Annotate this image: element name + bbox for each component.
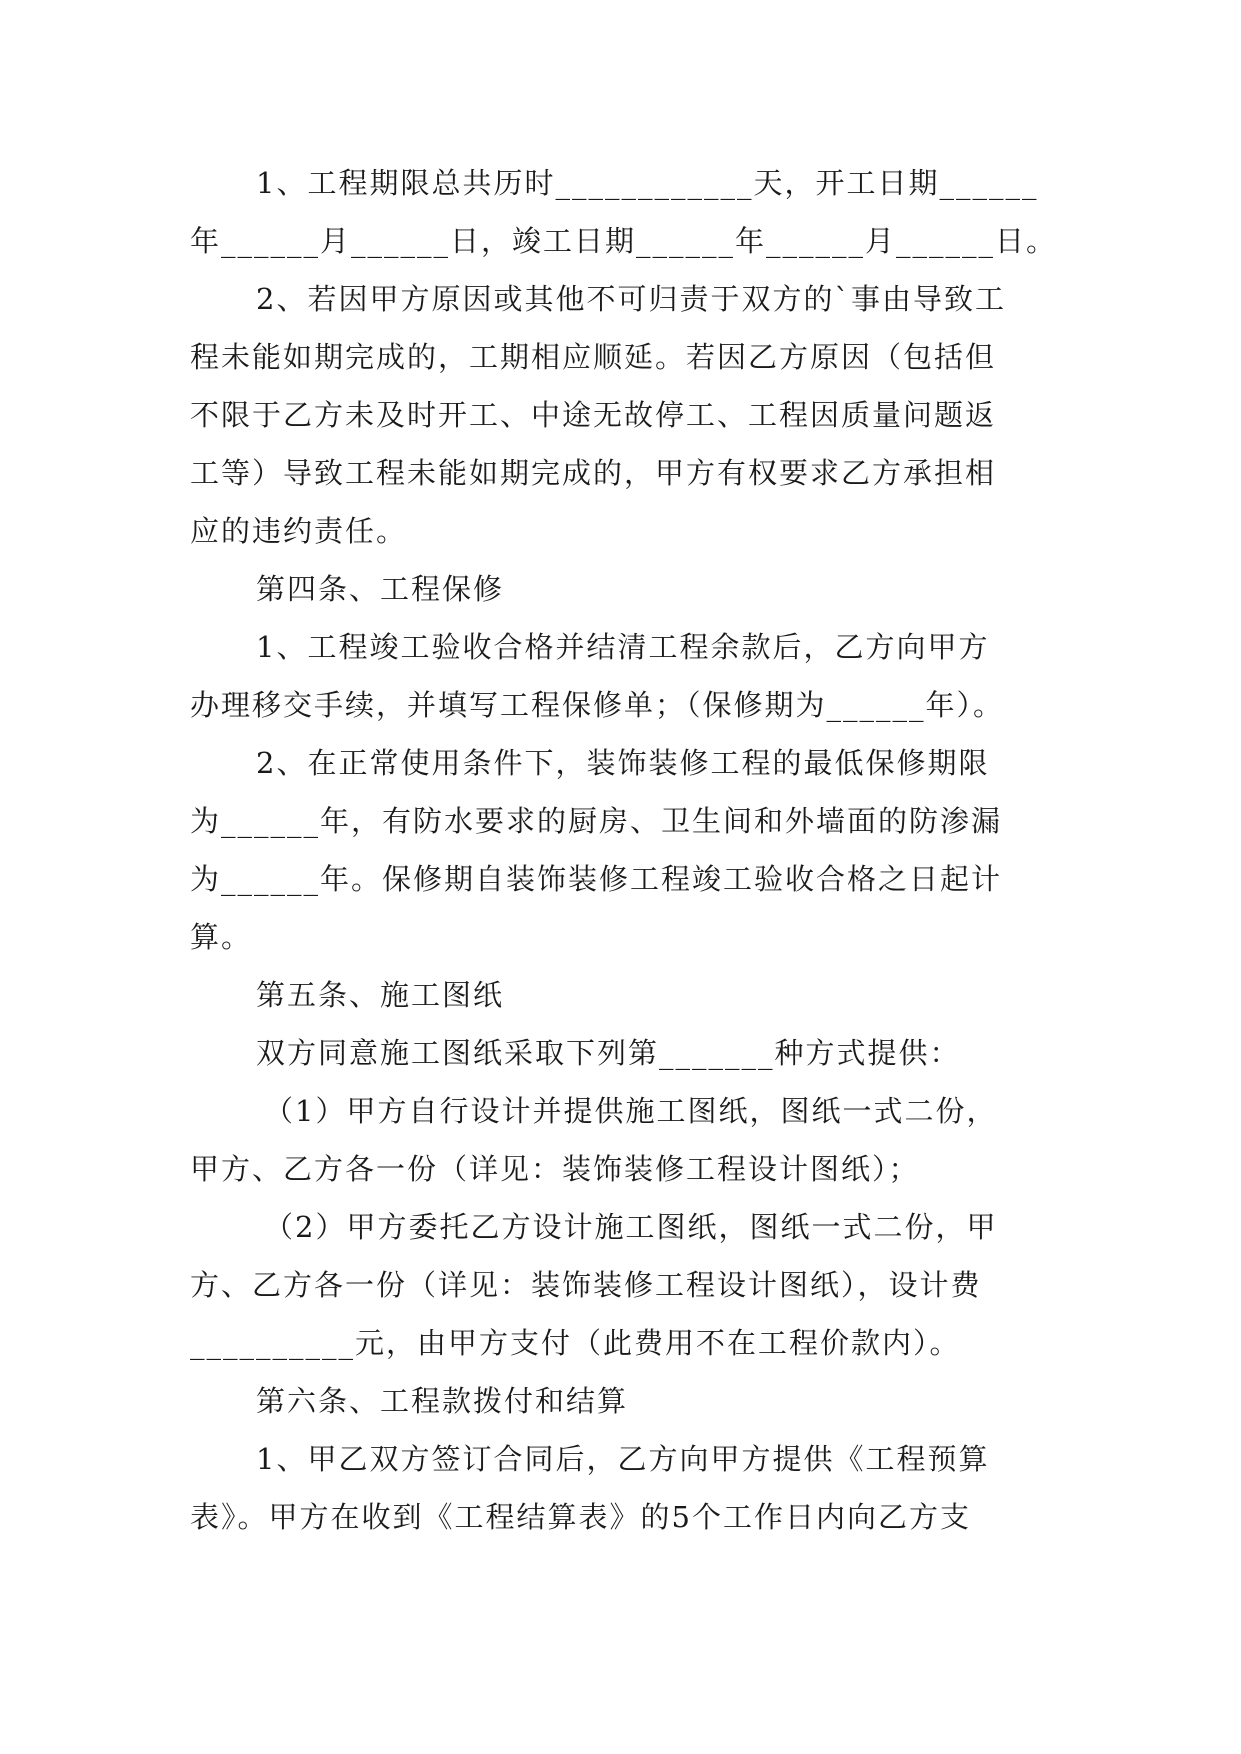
paragraph-line: 办理移交手续，并填写工程保修单；（保修期为______年）。 [190, 688, 1005, 722]
paragraph-line: （1）甲方自行设计并提供施工图纸，图纸一式二份， [264, 1094, 998, 1128]
paragraph-line: 2、若因甲方原因或其他不可归责于双方的`事由导致工 [256, 282, 1006, 316]
paragraph-line: 为______年。保修期自装饰装修工程竣工验收合格之日起计 [190, 862, 1003, 896]
paragraph-line: 1、工程期限总共历时____________天，开工日期______ [256, 166, 1039, 200]
paragraph-line: 甲方、乙方各一份（详见：装饰装修工程设计图纸）； [190, 1152, 920, 1186]
paragraph-line: 程未能如期完成的，工期相应顺延。若因乙方原因（包括但 [190, 340, 997, 374]
paragraph-line: （2）甲方委托乙方设计施工图纸，图纸一式二份，甲 [264, 1210, 998, 1244]
paragraph-line: 1、工程竣工验收合格并结清工程余款后，乙方向甲方 [256, 630, 990, 664]
paragraph-line: 2、在正常使用条件下，装饰装修工程的最低保修期限 [256, 746, 990, 780]
section-heading: 第六条、工程款拨付和结算 [256, 1384, 629, 1418]
paragraph-line: 为______年，有防水要求的厨房、卫生间和外墙面的防渗漏 [190, 804, 1003, 838]
paragraph-line: 算。 [190, 920, 253, 954]
section-heading: 第四条、工程保修 [256, 572, 505, 606]
paragraph-line: __________元，由甲方支付（此费用不在工程价款内）。 [190, 1326, 961, 1360]
document-body [190, 154, 1060, 1546]
section-heading: 第五条、施工图纸 [256, 978, 505, 1012]
paragraph-line: 方、乙方各一份（详见：装饰装修工程设计图纸），设计费 [190, 1268, 982, 1302]
paragraph-line: 双方同意施工图纸采取下列第_______种方式提供： [256, 1036, 961, 1070]
paragraph-line: 工等）导致工程未能如期完成的，甲方有权要求乙方承担相 [190, 456, 997, 490]
paragraph-line: 年______月______日，竣工日期______年______月______日。 [190, 224, 1058, 258]
paragraph-line: 1、甲乙双方签订合同后，乙方向甲方提供《工程预算 [256, 1442, 990, 1476]
paragraph-line: 表》。甲方在收到《工程结算表》的5个工作日内向乙方支 [190, 1500, 971, 1534]
paragraph-line: 应的违约责任。 [190, 514, 408, 548]
paragraph-line: 不限于乙方未及时开工、中途无故停工、工程因质量问题返 [190, 398, 997, 432]
